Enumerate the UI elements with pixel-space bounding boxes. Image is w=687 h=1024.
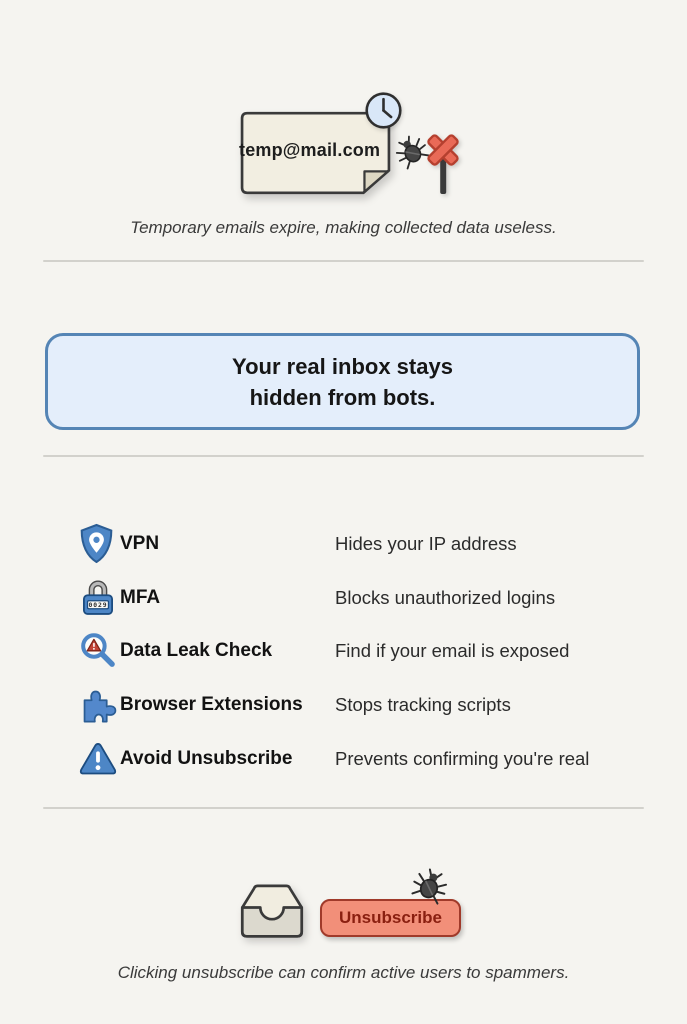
tool-label: VPN bbox=[120, 532, 160, 554]
divider bbox=[43, 455, 644, 457]
divider bbox=[43, 807, 644, 809]
divider bbox=[43, 260, 644, 262]
tool-description: Find if your email is exposed bbox=[335, 640, 570, 662]
tool-row-avoid-unsubscribe bbox=[78, 732, 663, 786]
bottom-caption: Clicking unsubscribe can confirm active users to spammers. bbox=[117, 963, 570, 982]
tool-row-data-leak-check bbox=[78, 624, 663, 678]
tool-description: Stops tracking scripts bbox=[335, 693, 511, 715]
lock-code-digits: 0029 bbox=[88, 601, 108, 609]
inbox-tray-icon bbox=[236, 881, 308, 943]
temp-email-address: temp@mail.com bbox=[239, 140, 381, 160]
clock-icon bbox=[364, 91, 403, 130]
tool-label: Browser Extensions bbox=[120, 693, 303, 715]
tool-description: Blocks unauthorized logins bbox=[335, 586, 556, 608]
tool-row-mfa bbox=[78, 571, 663, 625]
tool-label: Avoid Unsubscribe bbox=[120, 747, 293, 769]
shield-location-icon bbox=[78, 523, 120, 564]
callout-line-2: hidden from bots. bbox=[249, 384, 436, 410]
tool-row-browser-extensions bbox=[78, 678, 663, 732]
top-caption: Temporary emails expire, making collected data useless. bbox=[130, 218, 557, 237]
tool-description: Hides your IP address bbox=[335, 532, 517, 554]
callout-line-1: Your real inbox stays bbox=[232, 353, 453, 379]
callout-box bbox=[45, 333, 640, 430]
tools-list bbox=[78, 517, 663, 785]
puzzle-piece-icon bbox=[78, 686, 120, 724]
tool-label: Data Leak Check bbox=[120, 640, 273, 662]
tool-description: Prevents confirming you're real bbox=[335, 747, 590, 769]
magnifier-alert-icon bbox=[78, 631, 120, 671]
combination-lock-icon bbox=[78, 577, 120, 619]
tool-row-vpn bbox=[78, 517, 663, 571]
warning-triangle-icon bbox=[78, 740, 120, 777]
tool-label: MFA bbox=[120, 586, 161, 608]
rejected-x-marker-icon bbox=[423, 129, 463, 197]
unsubscribe-button-illustration: Unsubscribe bbox=[320, 899, 461, 937]
